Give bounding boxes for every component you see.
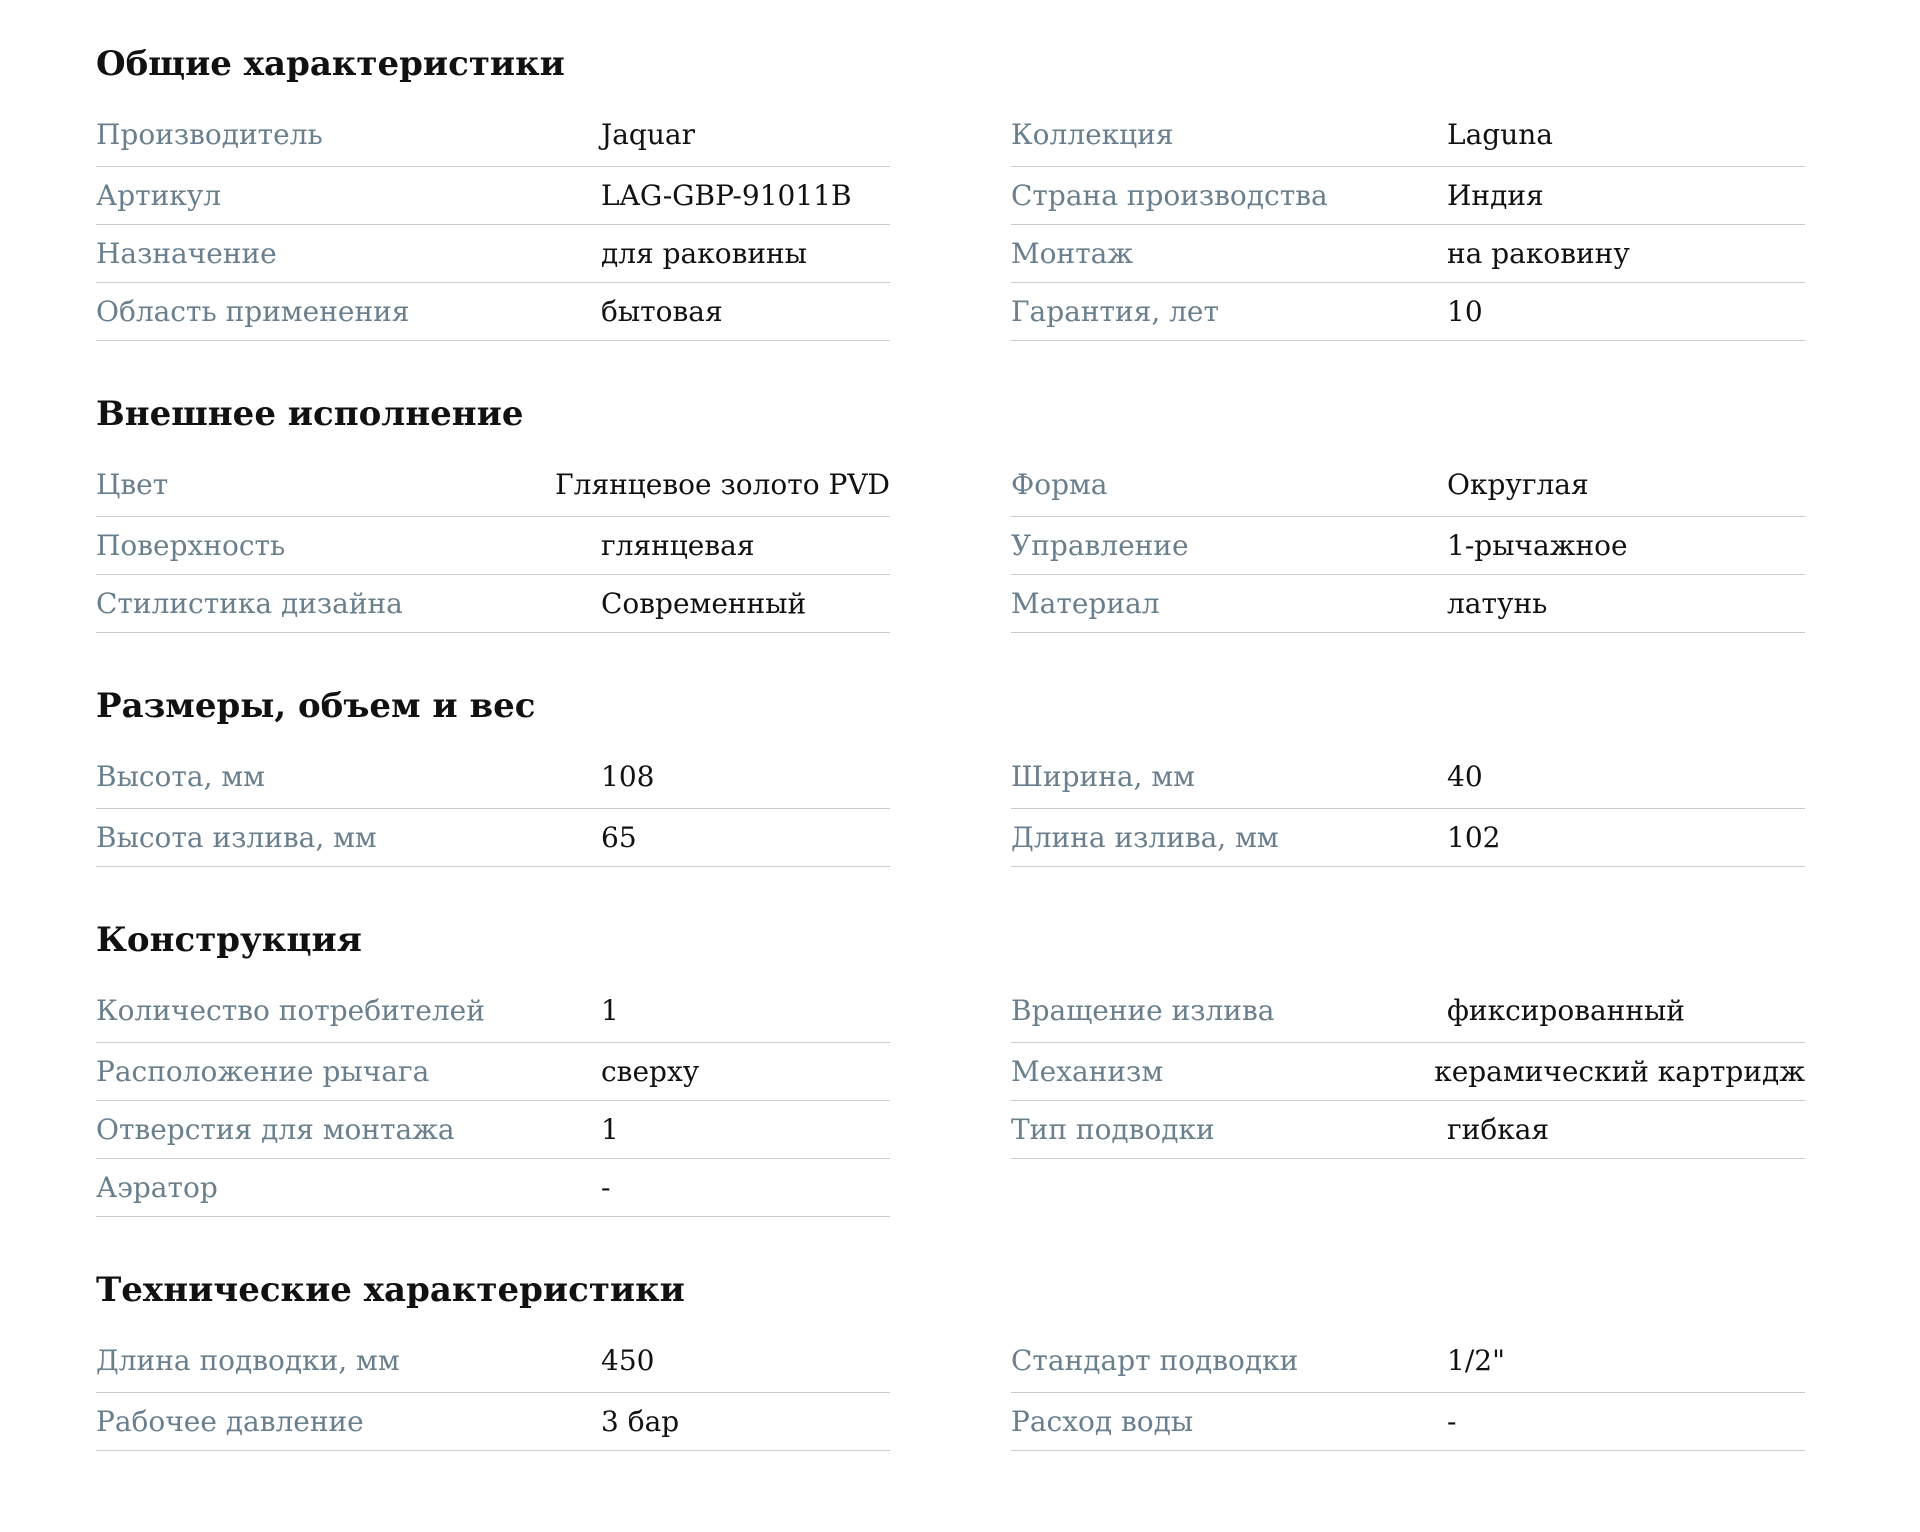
spec-value: 1/2" bbox=[1447, 1344, 1505, 1377]
spec-row bbox=[96, 1160, 890, 1217]
spec-label: Стандарт подводки bbox=[1011, 1344, 1299, 1377]
spec-label: Вращение излива bbox=[1011, 994, 1275, 1027]
spec-label: Артикул bbox=[96, 179, 222, 212]
spec-label: Количество потребителей bbox=[96, 994, 485, 1027]
spec-label: Ширина, мм bbox=[1011, 760, 1195, 793]
spec-value: гибкая bbox=[1447, 1113, 1550, 1146]
spec-label: Гарантия, лет bbox=[1011, 295, 1219, 328]
section-title: Технические характеристики bbox=[96, 1270, 685, 1310]
spec-grid bbox=[96, 118, 1866, 342]
spec-value: 450 bbox=[601, 1344, 655, 1377]
spec-value: 102 bbox=[1447, 821, 1501, 854]
spec-grid bbox=[96, 468, 1866, 634]
spec-value: Индия bbox=[1447, 179, 1544, 212]
spec-row bbox=[96, 118, 890, 167]
spec-value: 10 bbox=[1447, 295, 1483, 328]
spec-label: Назначение bbox=[96, 237, 277, 270]
spec-section-1 bbox=[96, 44, 1866, 342]
spec-label: Форма bbox=[1011, 468, 1108, 501]
spec-section-5 bbox=[96, 1270, 1866, 1452]
spec-value: LAG-GBP-91011B bbox=[601, 179, 852, 212]
spec-label: Длина излива, мм bbox=[1011, 821, 1279, 854]
spec-value: 3 бар bbox=[601, 1405, 680, 1438]
spec-label: Страна производства bbox=[1011, 179, 1328, 212]
spec-row bbox=[1011, 810, 1805, 867]
spec-column-right bbox=[1011, 994, 1805, 1218]
spec-value: Округлая bbox=[1447, 468, 1589, 501]
spec-row bbox=[1011, 284, 1805, 341]
spec-row bbox=[96, 1394, 890, 1451]
spec-row bbox=[96, 810, 890, 867]
spec-value: 108 bbox=[601, 760, 655, 793]
spec-value: 65 bbox=[601, 821, 637, 854]
spec-label: Аэратор bbox=[96, 1171, 218, 1204]
spec-column-right bbox=[1011, 760, 1805, 868]
spec-label: Область применения bbox=[96, 295, 410, 328]
spec-value: бытовая bbox=[601, 295, 723, 328]
spec-value: фиксированный bbox=[1447, 994, 1685, 1027]
spec-label: Расход воды bbox=[1011, 1405, 1194, 1438]
spec-column-right bbox=[1011, 1344, 1805, 1452]
spec-column-right bbox=[1011, 118, 1805, 342]
section-title: Конструкция bbox=[96, 920, 362, 960]
spec-row bbox=[96, 576, 890, 633]
spec-label: Расположение рычага bbox=[96, 1055, 430, 1088]
spec-row bbox=[1011, 994, 1805, 1043]
spec-value: сверху bbox=[601, 1055, 700, 1088]
spec-label: Монтаж bbox=[1011, 237, 1134, 270]
spec-value: на раковину bbox=[1447, 237, 1630, 270]
spec-row bbox=[96, 168, 890, 225]
spec-row bbox=[96, 284, 890, 341]
spec-row bbox=[96, 1344, 890, 1393]
section-title: Общие характеристики bbox=[96, 44, 565, 84]
spec-value: керамический картридж bbox=[1434, 1055, 1805, 1088]
spec-row bbox=[96, 1102, 890, 1159]
spec-section-2 bbox=[96, 394, 1866, 634]
spec-column-left bbox=[96, 468, 890, 634]
spec-row bbox=[1011, 576, 1805, 633]
spec-row bbox=[1011, 1102, 1805, 1159]
spec-value: Глянцевое золото PVD bbox=[555, 468, 890, 501]
spec-label: Производитель bbox=[96, 118, 323, 151]
spec-value: 40 bbox=[1447, 760, 1483, 793]
spec-value: Jaquar bbox=[601, 118, 695, 151]
spec-row bbox=[96, 226, 890, 283]
spec-column-left bbox=[96, 1344, 890, 1452]
spec-value: - bbox=[1447, 1405, 1457, 1438]
spec-label: Рабочее давление bbox=[96, 1405, 364, 1438]
spec-section-3 bbox=[96, 686, 1866, 868]
spec-value: Laguna bbox=[1447, 118, 1553, 151]
spec-column-left bbox=[96, 118, 890, 342]
spec-label: Цвет bbox=[96, 468, 169, 501]
spec-row bbox=[96, 760, 890, 809]
spec-value: глянцевая bbox=[601, 529, 755, 562]
spec-label: Механизм bbox=[1011, 1055, 1164, 1088]
spec-row bbox=[1011, 226, 1805, 283]
spec-grid bbox=[96, 760, 1866, 868]
spec-value: 1 bbox=[601, 1113, 619, 1146]
spec-row bbox=[1011, 518, 1805, 575]
spec-row bbox=[1011, 1044, 1805, 1101]
spec-column-left bbox=[96, 994, 890, 1218]
spec-label: Длина подводки, мм bbox=[96, 1344, 400, 1377]
spec-row bbox=[1011, 1394, 1805, 1451]
spec-value: - bbox=[601, 1171, 611, 1204]
spec-label: Отверстия для монтажа bbox=[96, 1113, 455, 1146]
spec-column-left bbox=[96, 760, 890, 868]
spec-label: Поверхность bbox=[96, 529, 286, 562]
spec-value: латунь bbox=[1447, 587, 1548, 620]
spec-column-right bbox=[1011, 468, 1805, 634]
section-title: Размеры, объем и вес bbox=[96, 686, 536, 726]
spec-grid bbox=[96, 994, 1866, 1218]
spec-row bbox=[1011, 168, 1805, 225]
spec-row bbox=[96, 468, 890, 517]
spec-value: Современный bbox=[601, 587, 807, 620]
spec-grid bbox=[96, 1344, 1866, 1452]
spec-row bbox=[96, 994, 890, 1043]
spec-value: для раковины bbox=[601, 237, 807, 270]
spec-label: Коллекция bbox=[1011, 118, 1174, 151]
spec-label: Тип подводки bbox=[1011, 1113, 1215, 1146]
spec-label: Высота, мм bbox=[96, 760, 265, 793]
spec-section-4 bbox=[96, 920, 1866, 1218]
spec-row bbox=[96, 518, 890, 575]
spec-row bbox=[96, 1044, 890, 1101]
spec-row bbox=[1011, 468, 1805, 517]
spec-label: Стилистика дизайна bbox=[96, 587, 403, 620]
spec-row bbox=[1011, 1344, 1805, 1393]
spec-row bbox=[1011, 760, 1805, 809]
section-title: Внешнее исполнение bbox=[96, 394, 524, 434]
spec-label: Управление bbox=[1011, 529, 1189, 562]
spec-label: Высота излива, мм bbox=[96, 821, 377, 854]
spec-value: 1 bbox=[601, 994, 619, 1027]
spec-row bbox=[1011, 118, 1805, 167]
spec-label: Материал bbox=[1011, 587, 1160, 620]
spec-value: 1-рычажное bbox=[1447, 529, 1628, 562]
